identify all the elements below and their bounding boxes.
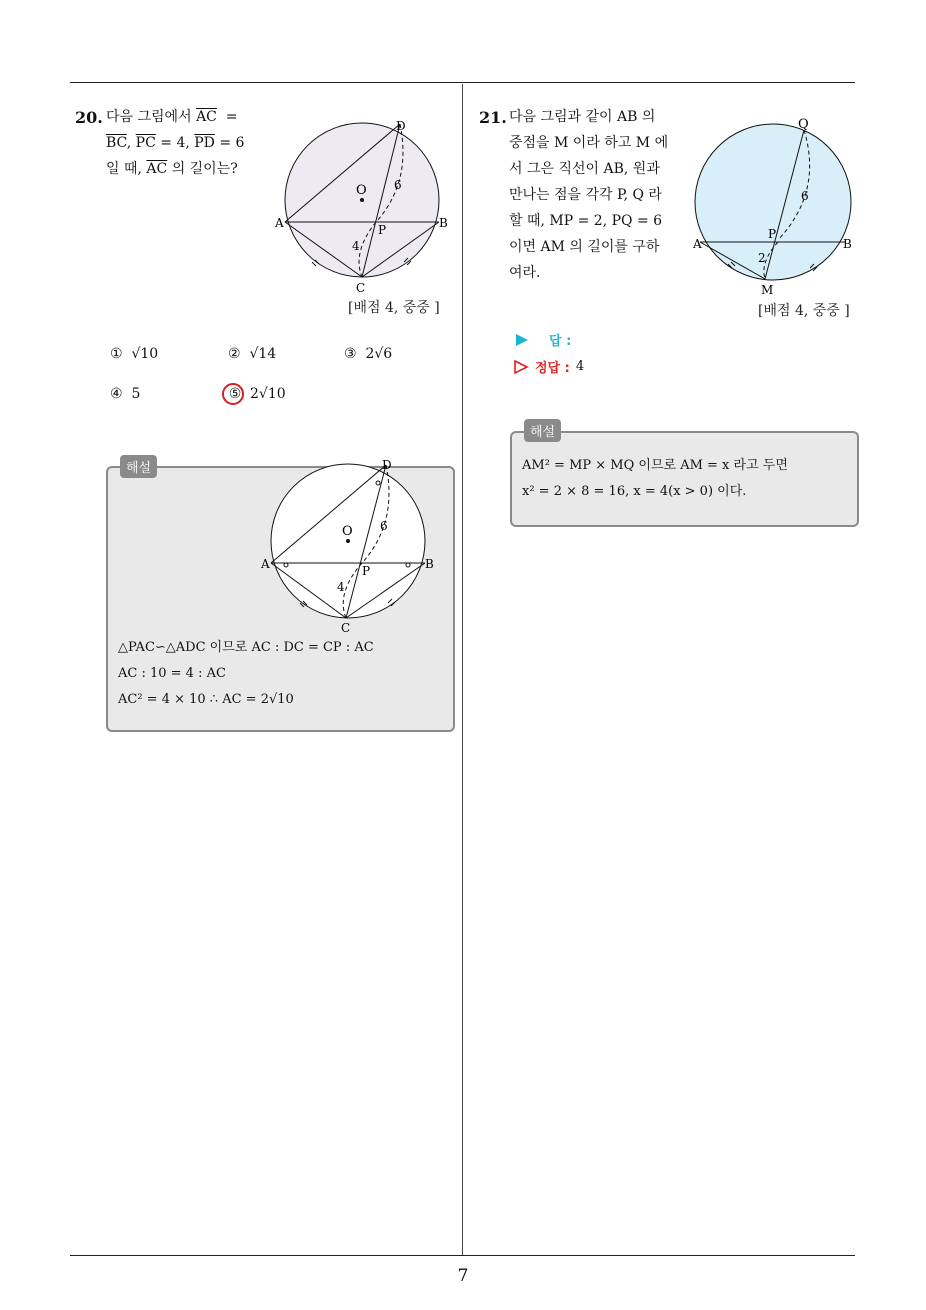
choice-3[interactable]: ③ 2√6 [344,346,393,362]
label-4: 4 [352,239,360,253]
play-triangle-icon [515,333,529,347]
choice-2[interactable]: ② √14 [228,346,277,362]
label-B: B [439,216,448,230]
q20-solution-tag: 해설 [120,455,157,478]
outline-triangle-icon [513,359,529,375]
label-O: O [356,183,367,198]
answer-line: 답 : [515,330,571,349]
bottom-rule [70,1255,855,1256]
label-A: A [275,216,284,230]
svg-text:D: D [382,458,392,472]
q21-solution-tag: 해설 [524,419,561,442]
q20-figure [272,112,457,297]
svg-text:4: 4 [337,580,345,594]
page-number: 7 [457,1266,469,1286]
svg-text:6: 6 [801,189,809,203]
q21-solution-text: AM² = MP × MQ 이므로 AM = x 라고 두면 x² = 2 × 8 = 16, x = 4(x > 0) 이다. [522,458,788,499]
column-divider [462,84,463,1255]
svg-text:2: 2 [758,251,766,265]
choice-4[interactable]: ④ 5 [110,386,141,402]
svg-text:Q: Q [798,117,809,132]
svg-text:6: 6 [380,519,388,533]
label-6: 6 [394,178,402,192]
svg-text:P: P [768,227,777,241]
top-rule [70,82,855,83]
q21-figure [688,112,858,302]
q21-number: 21. [479,108,507,127]
q20-number: 20. [75,108,103,127]
svg-text:A: A [693,237,702,251]
q20-text: 다음 그림에서 $\overline{AC}$ = $\overline{BC}$, $\overline{PC} = 4$, $\overline{PD} = 6$ 일 때, $\overline{AC}$ 의 길이는? [106,109,245,177]
choice-5-selected[interactable]: ⑤ 2√10 [222,383,286,405]
label-P: P [378,223,387,237]
svg-text:B: B [843,237,852,251]
q20-score: [배점 4, 중중 ] [348,300,440,316]
correct-answer-line: 정답 : 4 [513,357,584,376]
q20-solution-figure [258,455,443,635]
label-D: D [396,119,406,133]
svg-text:B: B [425,557,434,571]
svg-text:M: M [761,283,774,297]
svg-text:O: O [342,524,353,539]
label-C: C [356,281,366,295]
svg-text:P: P [362,564,371,578]
svg-text:C: C [341,621,351,635]
q21-text: 다음 그림과 같이 AB 의 중점을 M 이라 하고 M 에 서 그은 직선이 AB, 원과 만나는 점을 각각 P, Q 라 할 때, MP = 2, PQ = 6 이면 AM 의 길이를 구하 여라. [509,109,669,281]
q21-score: [배점 4, 중중 ] [758,303,850,319]
choice-1[interactable]: ① √10 [110,346,159,362]
svg-text:A: A [261,557,270,571]
q20-solution-text: △PAC∽△ADC 이므로 AC : DC = CP : AC AC : 10 = 4 : AC AC² = 4 × 10 ∴ AC = 2√10 [118,640,374,707]
